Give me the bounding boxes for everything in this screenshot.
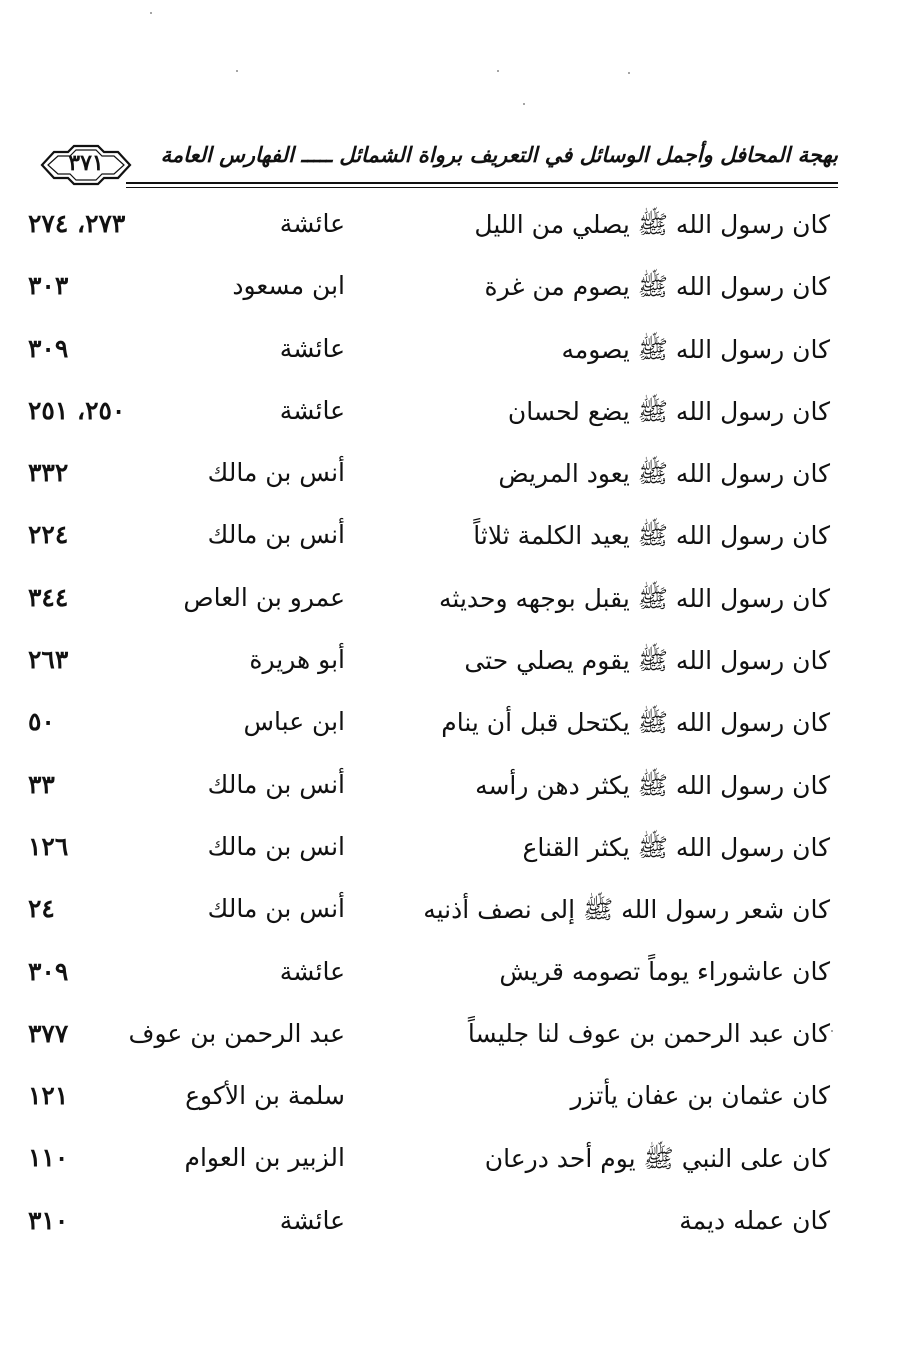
scan-speck <box>150 12 152 14</box>
page-reference: ٣٤٤ <box>28 582 69 612</box>
hadith-opening-text: كان رسول الله ﷺ يصلي من الليل <box>474 210 830 239</box>
header-divider <box>126 182 838 188</box>
index-row <box>20 631 840 693</box>
narrator-name: عائشة <box>279 395 345 425</box>
page-reference: ٢٤ <box>28 894 55 924</box>
hadith-opening-text: كان عثمان بن عفان يأتزر <box>570 1081 830 1111</box>
hadith-opening-text: كان رسول الله ﷺ يقوم يصلي حتى <box>464 646 830 676</box>
narrator-name: الزبير بن العوام <box>184 1143 345 1173</box>
index-row <box>20 1005 840 1067</box>
narrator-name: أنس بن مالك <box>207 458 345 488</box>
scan-speck <box>628 72 630 74</box>
hadith-opening-text: كان رسول الله ﷺ يكثر دهن رأسه <box>475 770 830 800</box>
hadith-opening-text: كان رسول الله ﷺ يعود المريض <box>498 459 830 489</box>
narrator-name: أنس بن مالك <box>207 520 345 550</box>
narrator-name: أنس بن مالك <box>207 894 345 924</box>
narrator-name: عائشة <box>279 956 345 986</box>
index-row <box>20 506 840 568</box>
page-number-badge <box>34 142 138 188</box>
narrator-name: عائشة <box>279 1205 345 1235</box>
index-row <box>20 569 840 631</box>
page-reference: ٣١٠ <box>28 1205 69 1235</box>
narrator-name: عائشة <box>279 333 345 363</box>
page-number: ٣٧١ <box>68 150 104 176</box>
narrator-name: ابن مسعود <box>232 271 345 301</box>
page-reference: ٣٠٣ <box>28 271 69 301</box>
index-row <box>20 880 840 942</box>
narrator-name: ابن عباس <box>243 707 345 737</box>
scan-speck <box>523 103 525 105</box>
hadith-opening-text: كان رسول الله ﷺ يضع لحسان <box>507 396 830 426</box>
page-reference: ١١٠ <box>28 1143 69 1173</box>
hadith-opening-text: كان عمله ديمة <box>679 1205 830 1235</box>
page-reference: ٢٥٠، ٢٥١ <box>28 395 126 425</box>
index-row <box>20 693 840 755</box>
hadith-opening-text: كان عاشوراء يوماً تصومه قريش <box>499 956 830 986</box>
hadith-opening-text: كان رسول الله ﷺ يصومه <box>561 334 830 364</box>
index-row <box>20 1067 840 1129</box>
hadith-opening-text: كان عبد الرحمن بن عوف لنا جليساً <box>467 1018 830 1048</box>
narrator-name: عمرو بن العاص <box>183 582 345 612</box>
narrator-name: سلمة بن الأكوع <box>185 1081 345 1111</box>
page-reference: ٣٠٩ <box>28 333 69 363</box>
page-reference: ٣٧٧ <box>28 1018 69 1048</box>
hadith-opening-text: كان رسول الله ﷺ يقبل بوجهه وحديثه <box>439 583 830 613</box>
index-row <box>20 1129 840 1191</box>
narrator-name: عائشة <box>279 209 345 238</box>
index-row <box>20 756 840 818</box>
index-row <box>20 382 840 444</box>
page-reference: ١٢١ <box>28 1081 69 1111</box>
narrator-name: أنس بن مالك <box>207 769 345 799</box>
index-row <box>20 943 840 1005</box>
scan-speck <box>497 70 499 72</box>
index-row <box>20 818 840 880</box>
hadith-opening-text: كان رسول الله ﷺ يصوم من غرة <box>484 272 830 302</box>
index-row <box>20 320 840 382</box>
hadith-index-table <box>20 195 840 1254</box>
page-reference: ٣٣٢ <box>28 458 69 488</box>
page-reference: ٢٢٤ <box>28 520 69 550</box>
hadith-opening-text: كان على النبي ﷺ يوم أحد درعان <box>484 1144 830 1174</box>
page-reference: ٢٦٣ <box>28 645 69 675</box>
scan-speck <box>236 70 238 72</box>
page-header <box>30 138 838 192</box>
index-row <box>20 444 840 506</box>
hadith-opening-text: كان رسول الله ﷺ يكتحل قبل أن ينام <box>441 708 830 738</box>
hadith-opening-text: كان رسول الله ﷺ يكثر القناع <box>522 832 830 862</box>
narrator-name: أبو هريرة <box>249 645 345 675</box>
page-reference: ٣٣ <box>28 769 55 799</box>
page-reference: ١٢٦ <box>28 831 69 861</box>
running-header-title: بهجة المحافل وأجمل الوسائل في التعريف برواة الشمائل ـــــ الفهارس العامة <box>160 142 838 167</box>
hadith-opening-text: كان شعر رسول الله ﷺ إلى نصف أذنيه <box>423 895 830 925</box>
page-reference: ٢٧٣، ٢٧٤ <box>28 209 126 238</box>
page-reference: ٥٠ <box>28 707 55 737</box>
hadith-opening-text: كان رسول الله ﷺ يعيد الكلمة ثلاثاً <box>473 521 830 551</box>
narrator-name: عبد الرحمن بن عوف <box>128 1018 345 1048</box>
index-row <box>20 257 840 319</box>
page-reference: ٣٠٩ <box>28 956 69 986</box>
index-row <box>20 195 840 257</box>
narrator-name: انس بن مالك <box>207 831 345 861</box>
index-row <box>20 1192 840 1254</box>
